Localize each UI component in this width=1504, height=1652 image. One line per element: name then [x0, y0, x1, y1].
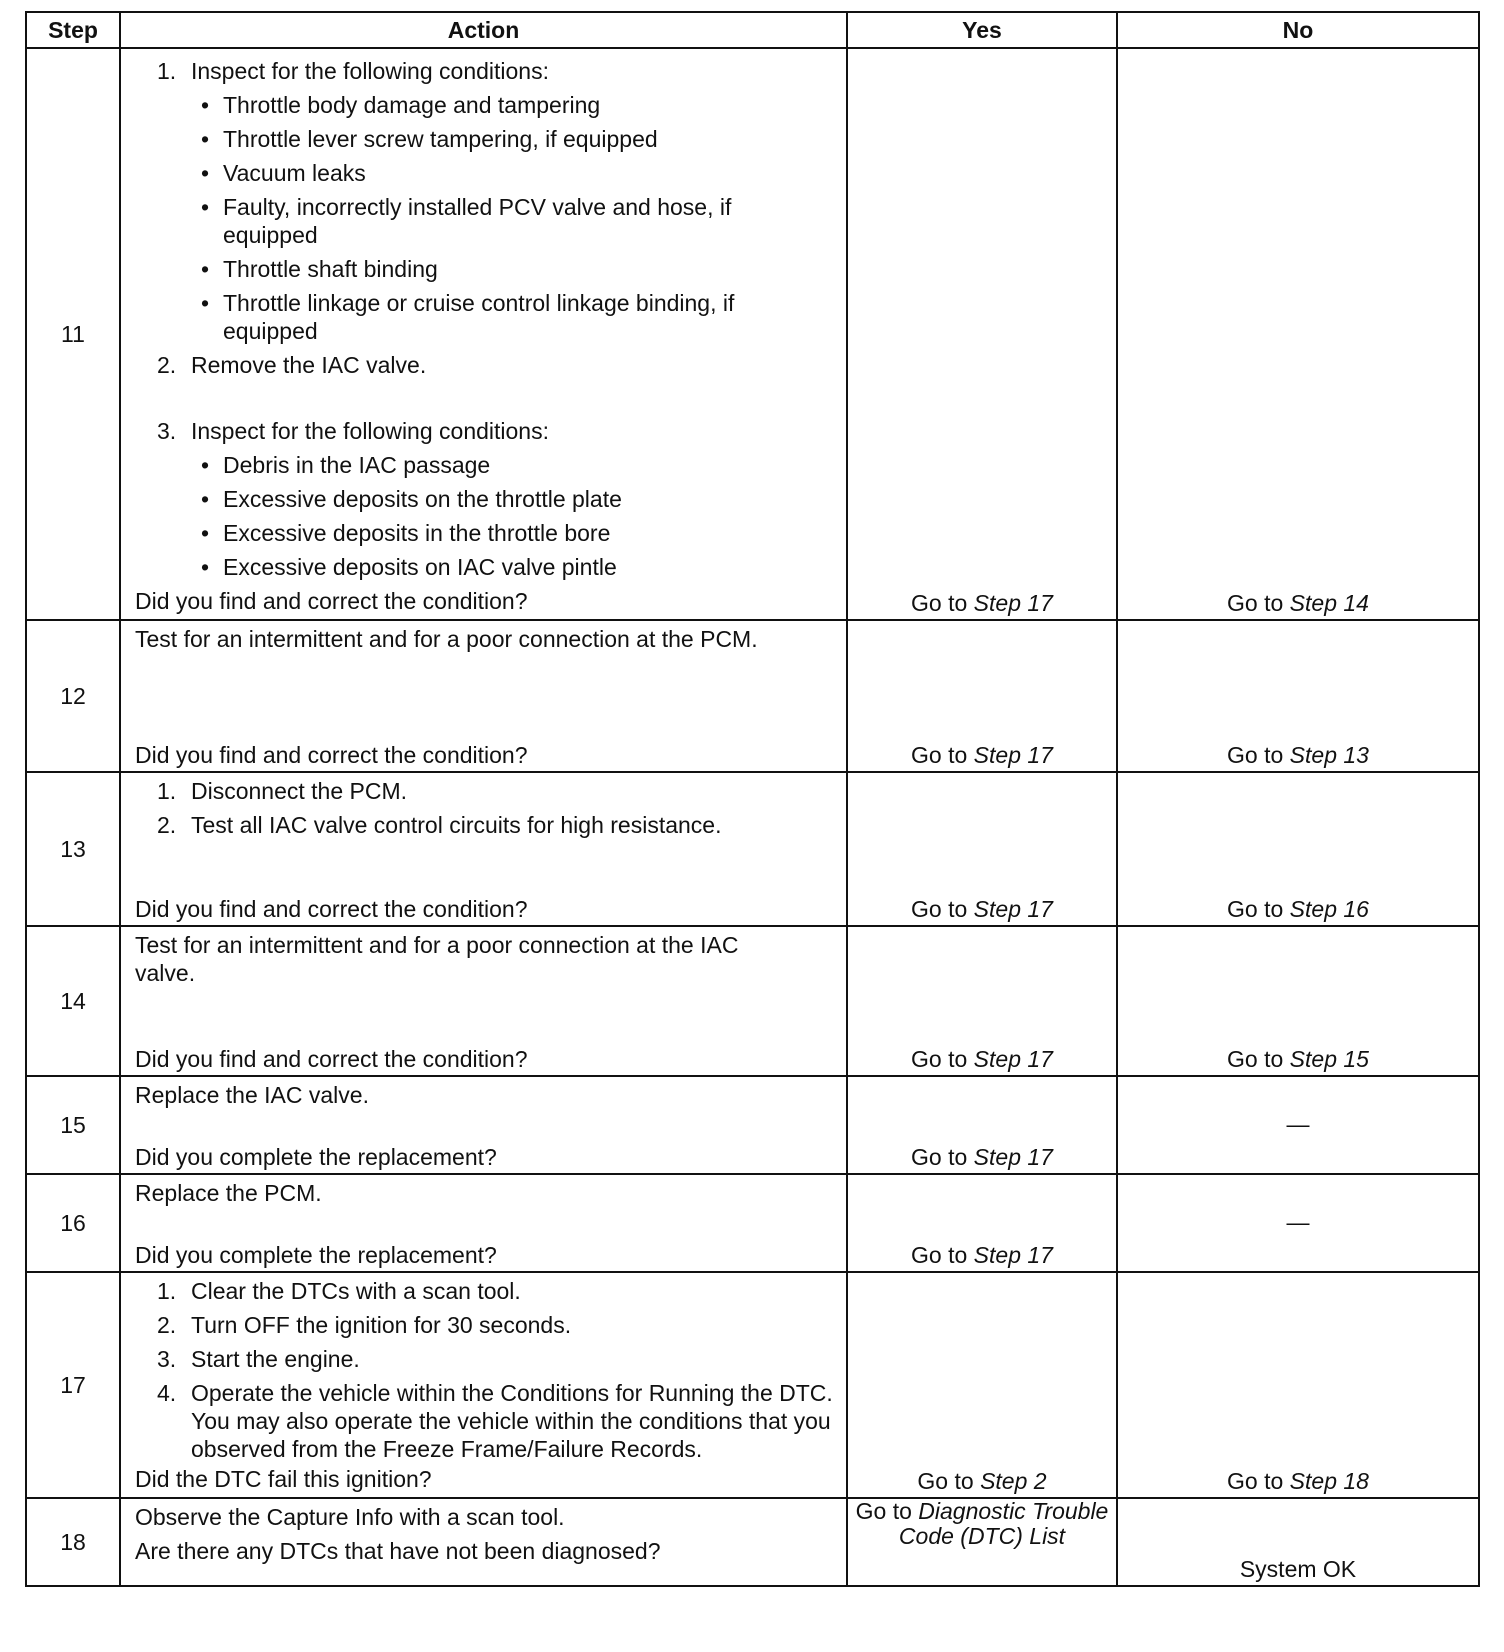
action-text: Observe the Capture Info with a scan tool. [135, 1504, 565, 1530]
yes-cell: Go to Step 17 [847, 772, 1117, 926]
table-row-step-12 [26, 620, 1479, 772]
list-item: 2. Turn OFF the ignition for 30 seconds. [157, 1312, 572, 1338]
table-row-step-18 [26, 1498, 1479, 1586]
question-text: Did you find and correct the condition? [135, 742, 528, 768]
step-number: 13 [26, 772, 120, 926]
bullet-item: • Faulty, incorrectly installed PCV valve and hose, if equipped [201, 194, 732, 248]
table-row-step-11 [26, 48, 1479, 620]
bullet-item: • Throttle body damage and tampering [201, 92, 601, 118]
bullet-item: • Excessive deposits in the throttle bore [201, 520, 611, 546]
question-text: Did you complete the replacement? [135, 1144, 497, 1170]
no-cell: Go to Step 18 [1117, 1272, 1479, 1498]
no-cell: System OK [1117, 1498, 1479, 1586]
list-item: 1. Inspect for the following conditions: [157, 58, 549, 84]
table-row-step-14 [26, 926, 1479, 1076]
action-text: Replace the PCM. [135, 1180, 322, 1206]
question-text: Did you complete the replacement? [135, 1242, 497, 1268]
question-text: Did you find and correct the condition? [135, 896, 528, 922]
header-no: No [1117, 12, 1479, 48]
step-number: 11 [26, 48, 120, 620]
yes-cell: Go to Step 17 [847, 620, 1117, 772]
table-row-step-13 [26, 772, 1479, 926]
list-item: 2. Remove the IAC valve. [157, 352, 427, 378]
bullet-item: • Vacuum leaks [201, 160, 366, 186]
step-number: 16 [26, 1174, 120, 1272]
yes-cell: Go to Step 17 [847, 926, 1117, 1076]
no-cell: Go to Step 14 [1117, 48, 1479, 620]
action-cell [120, 1076, 847, 1174]
action-cell [120, 772, 847, 926]
bullet-item: • Throttle shaft binding [201, 256, 438, 282]
header-step: Step [26, 12, 120, 48]
question-text: Are there any DTCs that have not been diagnosed? [135, 1538, 661, 1564]
action-cell [120, 1272, 847, 1498]
list-item: 1. Disconnect the PCM. [157, 778, 408, 804]
header-action: Action [120, 12, 847, 48]
no-cell: — [1117, 1076, 1479, 1174]
question-text: Did you find and correct the condition? [135, 588, 528, 614]
bullet-item: • Excessive deposits on IAC valve pintle [201, 554, 617, 580]
step-number: 14 [26, 926, 120, 1076]
step-number: 15 [26, 1076, 120, 1174]
step-number: 18 [26, 1498, 120, 1586]
list-item: 3. Inspect for the following conditions: [157, 418, 549, 444]
action-cell [120, 1174, 847, 1272]
action-cell [120, 620, 847, 772]
header-row [26, 12, 1479, 48]
step-number: 17 [26, 1272, 120, 1498]
bullet-item: • Throttle linkage or cruise control linkage binding, if equipped [201, 290, 735, 344]
header-yes: Yes [847, 12, 1117, 48]
yes-cell: Go to Step 17 [847, 1174, 1117, 1272]
action-text: Replace the IAC valve. [135, 1082, 369, 1108]
no-cell: Go to Step 13 [1117, 620, 1479, 772]
yes-cell: Go to Step 17 [847, 48, 1117, 620]
table-row-step-17 [26, 1272, 1479, 1498]
bullet-item: • Debris in the IAC passage [201, 452, 491, 478]
action-text: Test for an intermittent and for a poor connection at the IAC valve. [135, 932, 739, 986]
step-number: 12 [26, 620, 120, 772]
list-item: 1. Clear the DTCs with a scan tool. [157, 1278, 521, 1304]
list-item: 3. Start the engine. [157, 1346, 360, 1372]
action-cell [120, 1498, 847, 1586]
yes-cell: Go to Step 2 [847, 1272, 1117, 1498]
action-cell [120, 48, 847, 620]
table-row-step-15 [26, 1076, 1479, 1174]
question-text: Did you find and correct the condition? [135, 1046, 528, 1072]
list-item: 4. Operate the vehicle within the Conditions for Running the DTC. You may also operate the vehicle within the conditions that you observed from the Freeze Frame/Failure Records. [157, 1380, 833, 1462]
yes-cell: Go to Step 17 [847, 1076, 1117, 1174]
bullet-item: • Throttle lever screw tampering, if equipped [201, 126, 658, 152]
list-item: 2. Test all IAC valve control circuits for high resistance. [157, 812, 722, 838]
diagnostic-table [25, 11, 1480, 1587]
action-text: Test for an intermittent and for a poor connection at the PCM. [135, 626, 758, 652]
table-row-step-16 [26, 1174, 1479, 1272]
no-cell: Go to Step 16 [1117, 772, 1479, 926]
action-cell [120, 926, 847, 1076]
yes-cell: Go to Diagnostic Trouble Code (DTC) List [847, 1498, 1117, 1586]
no-cell: — [1117, 1174, 1479, 1272]
bullet-item: • Excessive deposits on the throttle plate [201, 486, 622, 512]
question-text: Did the DTC fail this ignition? [135, 1466, 432, 1492]
no-cell: Go to Step 15 [1117, 926, 1479, 1076]
